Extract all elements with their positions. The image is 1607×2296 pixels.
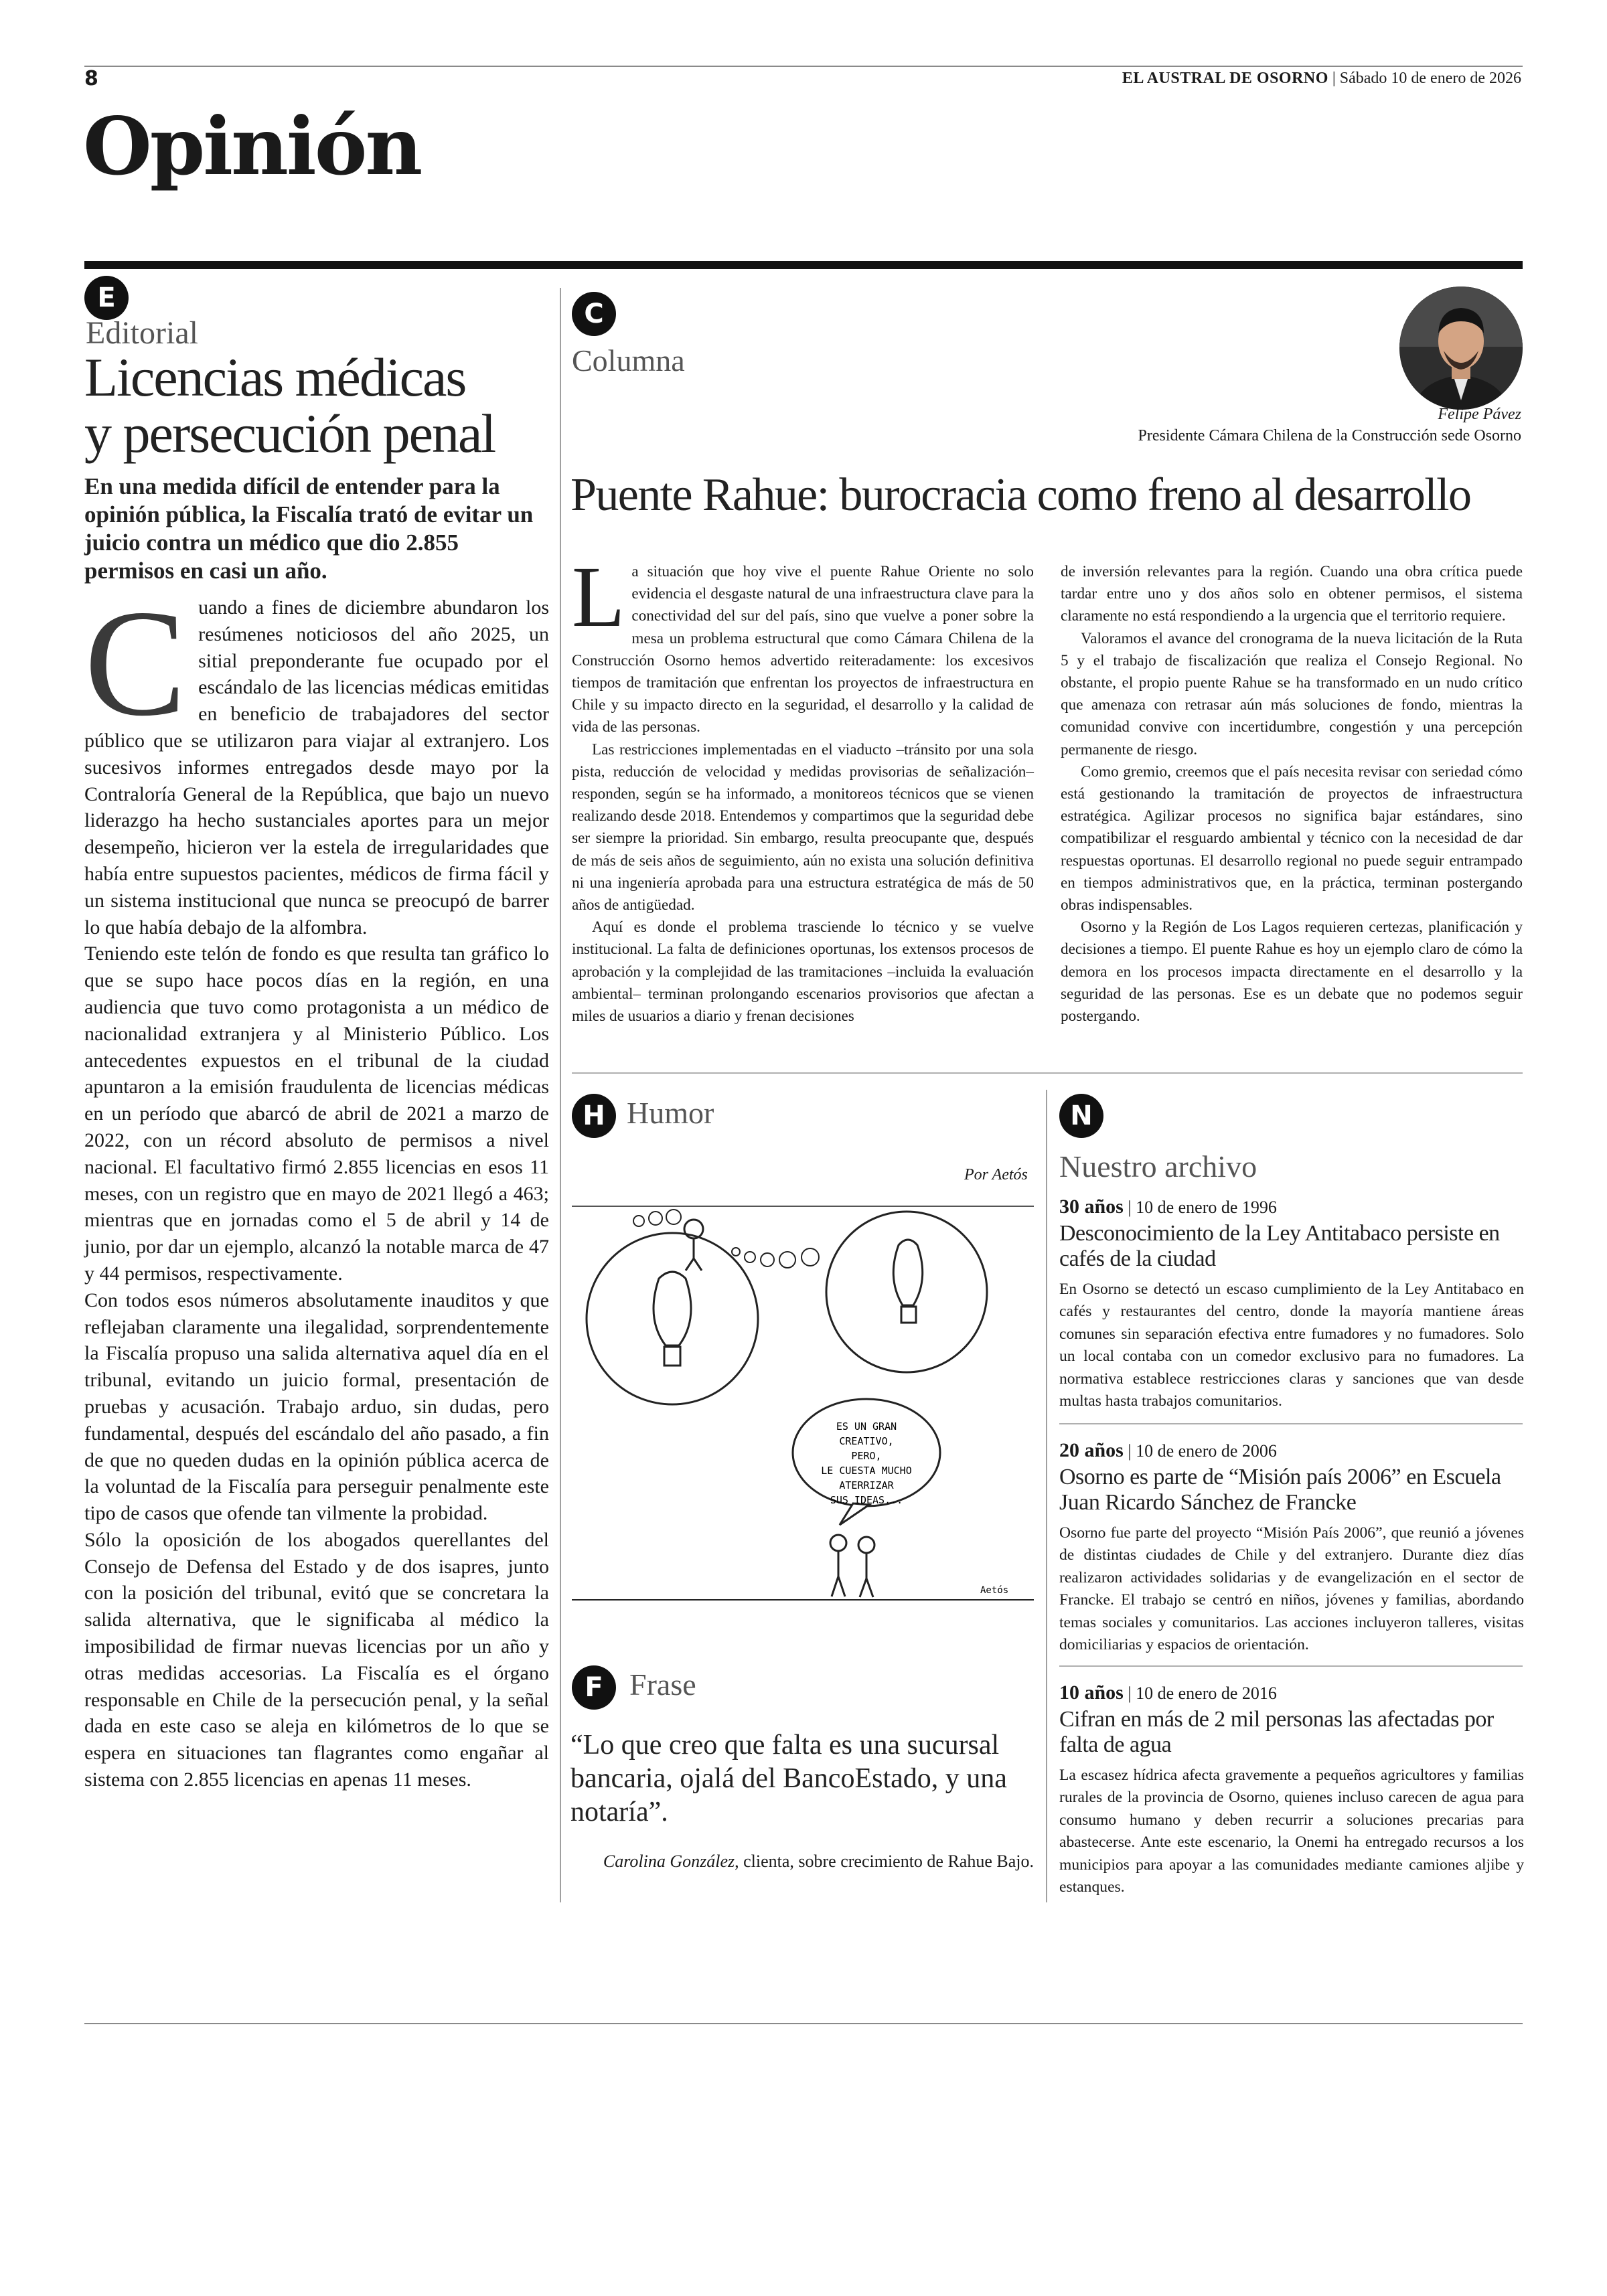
editorial-paragraph: Teniendo este telón de fondo es que resulta tan gráfico lo que se supo hace pocos días en la región, en una audiencia que tuvo como protagonista a un médico de nacionalidad extranjera y al Ministerio Público. Los antecedentes expuestos en el tribunal de la ciudad apuntaron a la emisión fraudulenta de licencias médicas en un período que abarcó de abril de 2021 a marzo de 2022, con un récord absoluto de permisos a nivel nacional. El facultativo firmó 2.855 licencias en esos 11 meses, con un registro que en mayo de 2021 llegó a 463; mientras que en jornadas como el 5 de abril y 14 de junio, por dar un ejemplo, alcanzó la notable marca de 47 y 44 permisos, respectivamente. xyxy=(84,942,549,1285)
issue-date: Sábado 10 de enero de 2026 xyxy=(1339,70,1521,87)
archive-item-body: Osorno fue parte del proyecto “Misión País 2006”, que reunió a jóvenes de distintas ciudades de Chile y del extranjero. Durante diez días realizaron actividades solidarias y de evangelización en el sector de Francke. El trabajo se centró en niños, jóvenes y familias, abordando temas sociales y comunitarios. Las acciones incluyeron talleres, visitas domiciliarias y espacios de orientación. xyxy=(1059,1524,1524,1654)
column-paragraph: Las restricciones implementadas en el viaducto –tránsito por una sola pista, reducción de velocidad y medidas provisorias de señalización– responden, según se ha informado, a monitoreos técnicos que se vienen realizando desde 2018. Entendemos y compartimos que la seguridad debe ser siempre la prioridad. Sin embargo, resulta preocupante que, después de más de seis años de seguimiento, aún no exista una solución definitiva ni una ingeniería aprobada para una estructura estratégica de más de 50 años de antigüedad. xyxy=(572,740,1034,914)
speech-line: PERO, xyxy=(851,1450,882,1462)
column-kicker: Columna xyxy=(572,343,685,378)
editorial-title-line1: Licencias médicas xyxy=(84,347,466,408)
archive-item-date: 10 de enero de 2016 xyxy=(1136,1684,1277,1703)
frase-kicker: Frase xyxy=(629,1667,696,1702)
column-dropcap: L xyxy=(572,549,625,645)
editorial-subtitle: En una medida difícil de entender para la opinión pública, la Fiscalía trató de evitar un juicio contra un médico que dio 2.855 permisos en casi un año. xyxy=(84,473,534,584)
archive-item-years: 30 años xyxy=(1059,1196,1124,1218)
speech-line: LE CUESTA MUCHO xyxy=(821,1465,912,1477)
editorial-paragraph: Con todos esos números absolutamente inauditos y que reflejaban claramente una ilegalidad, sorprendentemente la Fiscalía propuso una salida alternativa aquel día en el tribunal, evitando un juicio formal, presentación de pruebas y acusación. Trabajo arduo, sin dudas, pero fundamental, después del escándalo del año pasado, a fin de que no queden dudas en la opinión pública acerca de la voluntad de la Fiscalía para perseguir penalmente este tipo de casos que ofende tan vilmente la probidad. xyxy=(84,1289,549,1525)
editorial-title xyxy=(84,349,560,462)
editorial-badge: E xyxy=(84,276,129,320)
editorial-dropcap: C xyxy=(84,579,187,748)
archive-divider xyxy=(1059,1665,1523,1667)
column-author-name: Felipe Pávez xyxy=(1438,406,1521,423)
speech-line: SUS IDEAS... xyxy=(830,1494,903,1506)
humor-kicker: Humor xyxy=(627,1096,714,1130)
speech-line: CREATIVO, xyxy=(839,1435,894,1447)
archive-item xyxy=(1059,1439,1524,1656)
column-bottom-rule xyxy=(572,1072,1523,1074)
archive-item-meta: 10 años | 10 de enero de 2016 xyxy=(1059,1682,1277,1704)
frase-badge: F xyxy=(572,1665,616,1710)
speech-line: ATERRIZAR xyxy=(839,1479,894,1491)
column-paragraph: de inversión relevantes para la región. Cuando una obra crítica puede tardar entre uno y dos años solo en obtener permisos, el sistema claramente no está respondiendo a la urgencia que el territorio requiere. xyxy=(1061,563,1523,625)
archive-item-date: 10 de enero de 2006 xyxy=(1136,1441,1277,1461)
column-badge: C xyxy=(572,292,616,336)
humor-cartoon xyxy=(572,1205,1034,1607)
column-body-right xyxy=(1061,561,1523,1028)
frase-attribution-rest: , clienta, sobre crecimiento de Rahue Bajo. xyxy=(735,1852,1034,1871)
editorial-kicker: Editorial xyxy=(86,315,198,351)
column-paragraph: a situación que hoy vive el puente Rahue Oriente no solo evidencia el desgaste natural de una infraestructura clave para la conectividad del sur del país, sino que vuelve a poner sobre la mesa un problema estructural que como Cámara Chilena de la Construcción Osorno hemos advertido reiteradamente: los excesivos tiempos de tramitación que enfrentan los proyectos de infraestructura en Chile y su impacto directo en la seguridad, el desarrollo y la calidad de vida de las personas. xyxy=(572,563,1034,736)
column-title: Puente Rahue: burocracia como freno al desarrollo xyxy=(570,469,1471,521)
archive-item-title: Cifran en más de 2 mil personas las afectadas por falta de agua xyxy=(1059,1707,1494,1757)
author-portrait xyxy=(1399,286,1523,410)
archive-item xyxy=(1059,1682,1524,1898)
archive-item-years: 10 años xyxy=(1059,1682,1124,1704)
author-portrait-illustration xyxy=(1399,286,1523,410)
frase-quote: “Lo que creo que falta es una sucursal bancaria, ojalá del BancoEstado, y una notaría”. xyxy=(570,1730,1007,1827)
cartoon-signature: Aetós xyxy=(980,1585,1009,1596)
column-author-role: Presidente Cámara Chilena de la Construcción sede Osorno xyxy=(1138,427,1521,444)
frase-attribution xyxy=(570,1850,1034,1873)
editorial-paragraph: uando a fines de diciembre abundaron los resúmenes noticiosos del año 2025, un sitial preponderante fue ocupado por el escándalo de las licencias médicas emitidas en beneficio de trabajadores del sector público que se utilizaron para viajar al extranjero. Los sucesivos informes entregados desde mayo por la Contraloría General de la República, que bajo un nuevo liderazgo ha hecho sustanciales aportes para un mejor desempeño, hicieron ver la estela de irregularidades que había entre supuestos pacientes, médicos de firma fácil y un sistema institucional que nunca se preocupó de barrer lo que había debajo de la alfombra. xyxy=(84,596,549,938)
archive-item-body: La escasez hídrica afecta gravemente a pequeños agricultores y familias rurales de la provincia de Osorno, quienes incluso carecen de agua para consumo humano y deben recurrir a soluciones precarias para abastecerse. Ante este escenario, la Onemi ha entregado recursos a los municipios para apoyar a las comunidades mediante camiones aljibe y estanques. xyxy=(1059,1767,1524,1896)
archive-item xyxy=(1059,1196,1524,1412)
archive-item-meta: 20 años | 10 de enero de 2006 xyxy=(1059,1439,1277,1461)
cartoon-illustration xyxy=(572,1205,1034,1607)
archive-item-date: 10 de enero de 1996 xyxy=(1136,1198,1277,1217)
publication-name: EL AUSTRAL DE OSORNO xyxy=(1122,70,1328,87)
archive-badge: N xyxy=(1059,1094,1103,1138)
editorial-paragraph: Sólo la oposición de los abogados querellantes del Consejo de Defensa del Estado y de dos isapres, junto con la posición del tribunal, evitó que se concretara la salida alternativa, que le significaba al médico la imposibilidad de firmar nuevas licencias por un año y otras medidas accesorias. La Fiscalía es el órgano responsable en Chile de la persecución penal, y la señal dada en este caso se aleja en kilómetros de lo que se espera en situaciones tan flagrantes como engañar al sistema con 2.855 licencias en apenas 11 meses. xyxy=(84,1528,549,1791)
editorial-divider xyxy=(560,288,561,1902)
archive-item-title: Desconocimiento de la Ley Antitabaco persiste en cafés de la ciudad xyxy=(1059,1221,1500,1271)
archive-item-years: 20 años xyxy=(1059,1439,1124,1461)
footer-rule xyxy=(84,2023,1523,2024)
column-paragraph: Osorno y la Región de Los Lagos requieren certezas, planificación y decisiones a tiempo. El puente Rahue es hoy un ejemplo claro de cómo la demora en los procesos impacta directamente en el desarrollo y la seguridad de las personas. Ese es un debate que no podemos seguir postergando. xyxy=(1061,918,1523,1026)
column-paragraph: Valoramos el avance del cronograma de la nueva licitación de la Ruta 5 y el trabajo de fiscalización que realiza el Consejo Regional. No obstante, el propio puente Rahue se ha transformado en un nudo crítico que amenaza con retrasar aún más soluciones de fondo, mientras la comunidad convive con incertidumbre, congestión y una percepción permanente de riesgo. xyxy=(1061,629,1523,758)
header-rule xyxy=(84,66,1523,67)
humor-badge: H xyxy=(572,1094,616,1138)
archive-item-meta: 30 años | 10 de enero de 1996 xyxy=(1059,1196,1277,1218)
masthead-separator: | xyxy=(1332,70,1336,87)
editorial-body xyxy=(84,579,549,1793)
column-paragraph: Como gremio, creemos que el país necesita revisar con seriedad cómo está gestionando la tramitación de proyectos de infraestructura estratégica. Agilizar procesos no significa bajar estándares, sino compatibilizar el resguardo ambiental y técnico con la necesidad de dar respuestas oportunas. El desarrollo regional no puede seguir entrampado en tiempos administrativos que, en la práctica, terminan postergando obras indispensables. xyxy=(1061,762,1523,914)
frase-attribution-name: Carolina González xyxy=(603,1852,735,1871)
humor-byline: Por Aetós xyxy=(964,1166,1028,1183)
speech-line: ES UN GRAN xyxy=(836,1420,897,1432)
masthead xyxy=(1122,70,1521,88)
section-title: Opinión xyxy=(83,100,421,193)
column-paragraph: Aquí es donde el problema trasciende lo técnico y se vuelve institucional. La falta de definiciones oportunas, los extensos procesos de aprobación y la complejidad de las tramitaciones –incluida la evaluación ambiental– terminan prolongando escenarios provisorios que afectan a miles de usuarios a diario y frenan decisiones xyxy=(572,918,1034,1026)
archive-item-body: En Osorno se detectó un escaso cumplimiento de la Ley Antitabaco en cafés y restaurantes del centro, donde la mayoría mantiene áreas comunes sin separación efectiva entre fumadores y no fumadores. Solo un local contaba con un comedor exclusivo para no fumadores. La normativa establece restricciones claras y sanciones que van desde multas hasta trabajos comunitarios. xyxy=(1059,1281,1524,1410)
editorial-title-line2: y persecución penal xyxy=(84,403,495,464)
archive-item-title: Osorno es parte de “Misión país 2006” en Escuela Juan Ricardo Sánchez de Francke xyxy=(1059,1465,1501,1515)
archive-kicker: Nuestro archivo xyxy=(1059,1149,1257,1183)
page-number: 8 xyxy=(84,67,98,90)
section-rule xyxy=(84,261,1523,269)
column-body-left xyxy=(572,549,1034,1028)
humor-archive-divider xyxy=(1046,1090,1047,1902)
archive-divider xyxy=(1059,1423,1523,1424)
